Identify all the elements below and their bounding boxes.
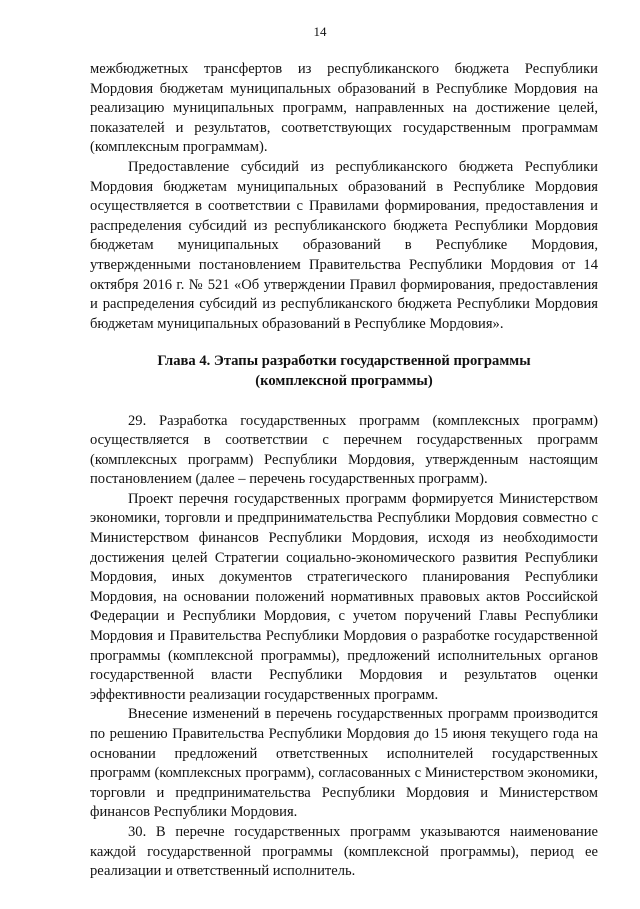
paragraph-project-list: Проект перечня государственных программ формируется Министерством экономики, торговли и предпринимательства Республики Мордовия совместно с Министерством финансов Республики Мордовия, исходя из необходимости достижения целей Стратегии социально-экономического развития Республики Мордовия, иных документов стратегического планирования Республики Мордовия, на основании положений нормативных правовых актов Российской Федерации и Республики Мордовия, с учетом поручений Главы Республики Мордовия и Правительства Республики Мордовия о разработке государственной программы (комплексной программы), предложений исполнительных органов государственной власти Республики Мордовия и результатов оценки эффективности реализации государственных программ. — [90, 490, 598, 703]
paragraph-amendments: Внесение изменений в перечень государственных программ производится по решению Правительства Республики Мордовия до 15 июня текущего года на основании предложений ответственных исполнителей государственных программ (комплексных программ), согласованных с Министерством экономики, торговли и предпринимательства Республики Мордовия и Министерством финансов Республики Мордовия. — [90, 706, 598, 821]
paragraph-subsidies: Предоставление субсидий из республиканского бюджета Республики Мордовия бюджетам муниципальных образований в Республике Мордовия осуществляется в соответствии с Правилами формирования, предоставления и распределения субсидий из республиканского бюджета Республики Мордовия бюджетам муниципальных образований в Республике Мордовия, утвержденными постановлением Правительства Республики Мордовия от 14 октября 2016 г. № 521 «Об утверждении Правил формирования, предоставления и распределения субсидий из республиканского бюджета Республики Мордовия бюджетам муниципальных образований в Республике Мордовия». — [90, 158, 598, 332]
chapter-heading — [90, 352, 598, 391]
chapter-heading-line2: (комплексной программы) — [255, 372, 433, 389]
document-body — [90, 60, 598, 882]
paragraph-continuation: межбюджетных трансфертов из республиканского бюджета Республики Мордовия бюджетам муниципальных образований в Республике Мордовия на реализацию муниципальных программ, направленных на достижение целей, показателей и результатов, соответствующих государственным программам (комплексным программам). — [90, 61, 598, 156]
paragraph-29: 29. Разработка государственных программ (комплексных программ) осуществляется в соответствии с перечнем государственных программ (комплексных программ) Республики Мордовия, утвержденным настоящим постановлением (далее – перечень государственных программ). — [90, 412, 598, 488]
page-number: 14 — [313, 24, 327, 39]
paragraph-30: 30. В перечне государственных программ указываются наименование каждой государственной программы (комплексной программы), период ее реализации и ответственный исполнитель. — [90, 823, 598, 880]
chapter-heading-line1: Глава 4. Этапы разработки государственной программы — [157, 353, 531, 370]
